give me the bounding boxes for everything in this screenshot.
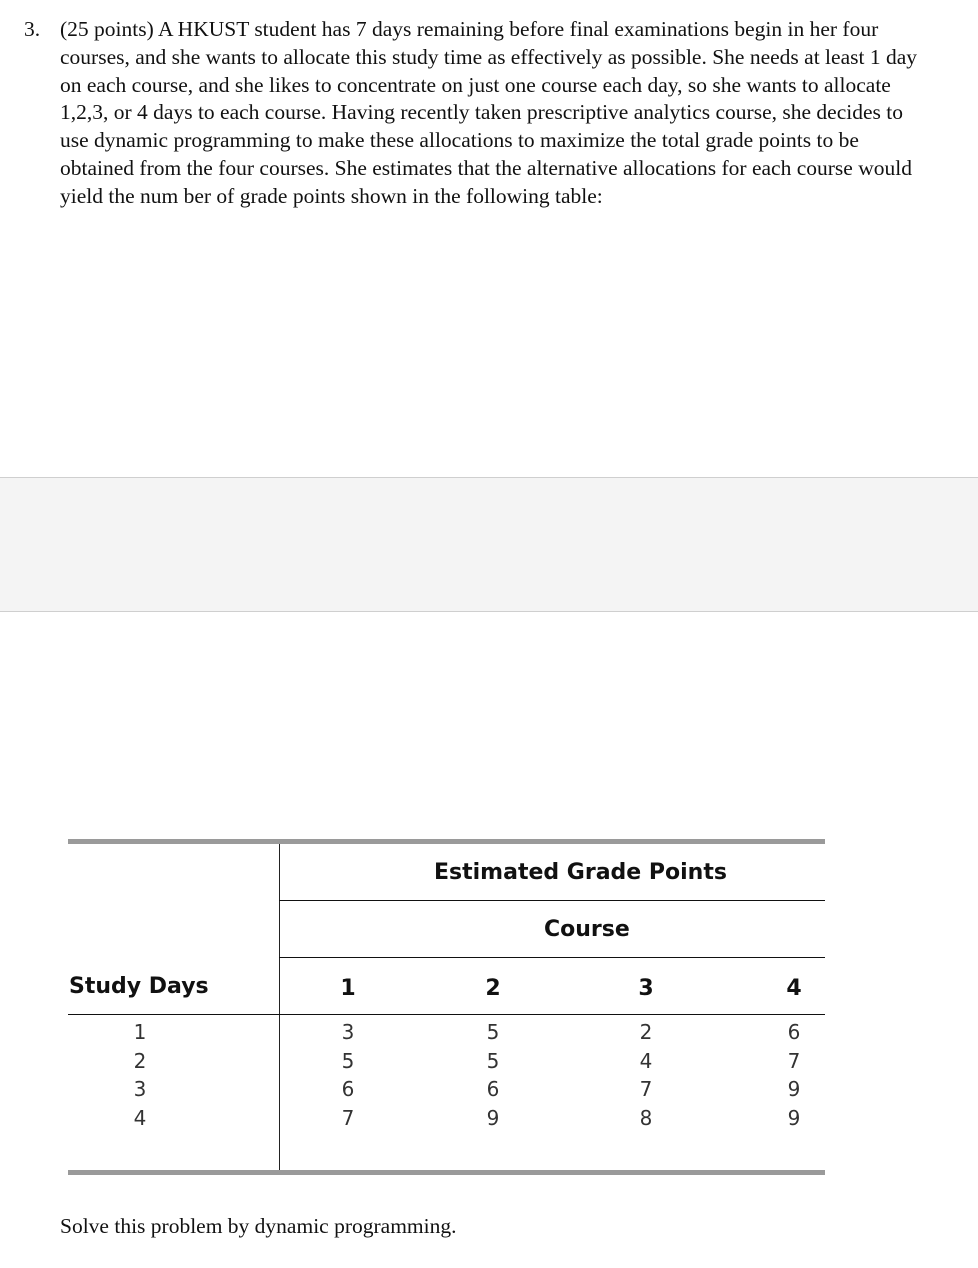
course-1-column [328,1018,368,1133]
table-bottom-rule [68,1170,825,1175]
course-header-3: 3 [638,976,654,1001]
title-rule [279,900,825,901]
question-block [24,16,934,211]
table-subtitle: Course [544,917,630,942]
days-column [120,1018,160,1133]
course-header-2: 2 [485,976,501,1001]
days-cell: 4 [133,1106,147,1131]
points-cell: 4 [639,1048,653,1073]
table-vertical-divider [279,844,280,1171]
subtitle-rule [279,957,825,958]
points-cell: 5 [486,1020,500,1044]
points-cell: 6 [341,1077,355,1102]
blank-band-top [0,477,978,546]
course-3-column [626,1018,666,1133]
points-cell: 7 [639,1077,653,1102]
points-cell: 7 [787,1048,801,1073]
points-cell: 2 [639,1020,653,1044]
course-header-1: 1 [340,976,356,1001]
header-rule [68,1014,825,1015]
points-cell: 9 [486,1106,500,1131]
question-number: 3. [24,17,41,41]
course-2-column [473,1018,513,1133]
days-cell: 2 [133,1048,147,1073]
days-cell: 1 [133,1020,147,1044]
points-cell: 3 [341,1020,355,1044]
course-4-column [774,1018,814,1133]
points-cell: 7 [341,1106,355,1131]
points-cell: 6 [787,1020,801,1044]
row-header: Study Days [69,974,209,999]
days-cell: 3 [133,1077,147,1102]
points-cell: 5 [341,1048,355,1073]
points-cell: 6 [486,1077,500,1102]
blank-band-bottom [0,545,978,612]
question-text: (25 points) A HKUST student has 7 days remaining before final examinations begin in her four courses, and she wants to allocate this study time as effectively as possible. She needs at least 1 day on each course, and she likes to concentrate on just one course each day, so she wants to allocate 1,2,3, or 4 days to each course. Having recently taken prescriptive analytics course, she decides to use dynamic programming to make these allocations to maximize the total grade points to be obtained from the four courses. She estimates that the alternative allocations for each course would yield the num ber of grade points shown in the following table: [60,17,917,208]
points-cell: 8 [639,1106,653,1131]
table-top-rule [68,839,825,844]
points-cell: 5 [486,1048,500,1073]
points-cell: 9 [787,1106,801,1131]
table-title: Estimated Grade Points [434,860,727,885]
points-cell: 9 [787,1077,801,1102]
course-header-4: 4 [786,976,802,1001]
grade-points-table [68,839,825,1175]
instruction-text: Solve this problem by dynamic programming. [60,1214,457,1238]
